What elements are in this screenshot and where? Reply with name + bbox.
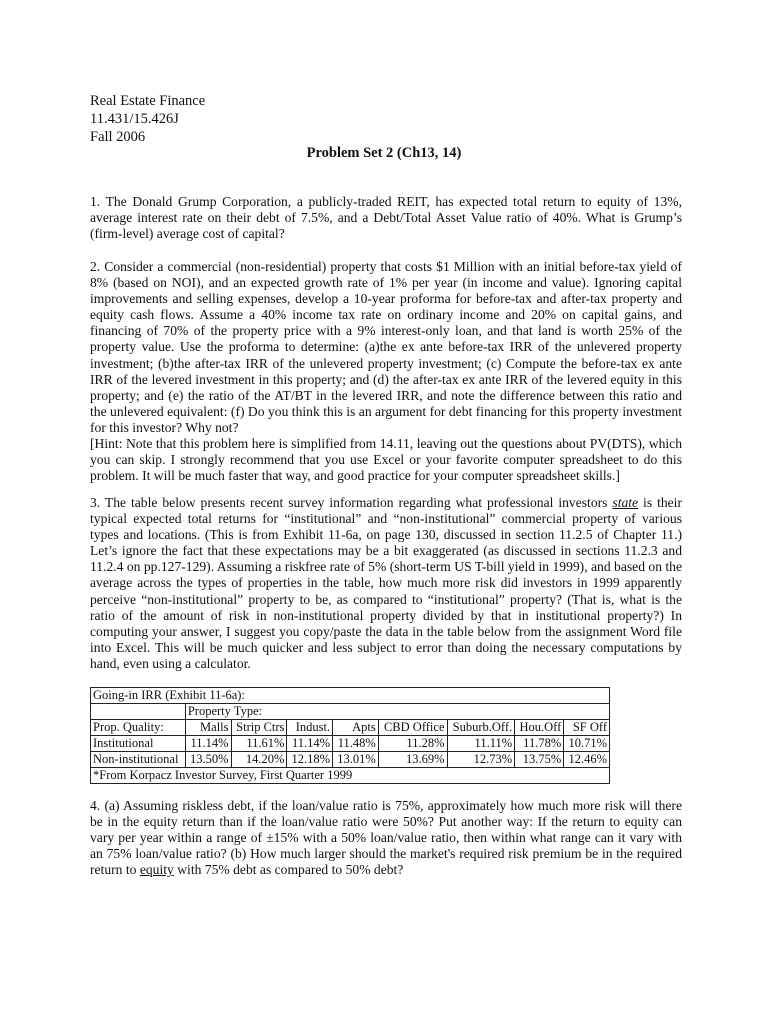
table-cell: 12.46% — [564, 752, 610, 768]
table-row — [91, 736, 610, 752]
problem-set-title: Problem Set 2 (Ch13, 14) — [306, 145, 462, 161]
table-footnote: *From Korpacz Investor Survey, First Quarter 1999 — [91, 768, 610, 784]
table-cell: 11.14% — [185, 736, 231, 752]
question-3-text-post: is their typical expected total returns for “institutional” and “non-institutional” commercial property of various types and locations. (This is from Exhibit 11-6a, on page 130, discussed in section 11.2.5 of Chapter 11.) Let’s ignore the fact that these expectations may be a bit exaggerated (as discussed in sections 11.2.3 and 11.2.4 on pp.127-129). Assuming a riskfree rate of 5% (short-term US T-bill yield in 1999), and based on the average across the types of properties in the table, how much more risk did investors in 1999 apparently perceive “non-institutional” property to be, as compared to “institutional” property? (That is, what is the ratio of the amount of risk in non-institutional property divided by that in institutional property?) In computing your answer, I suggest you copy/paste the data in the table below from the assignment Word file into Excel. This will be much quicker and less subject to error than doing the necessary computations by hand, even using a calculator. — [90, 495, 682, 671]
table-cell: 13.50% — [185, 752, 231, 768]
table-corner: Prop. Quality: — [91, 720, 186, 736]
column-header: Strip Ctrs — [231, 720, 287, 736]
table-cell: 11.11% — [447, 736, 515, 752]
table-subheader-row — [91, 704, 610, 720]
table-cell: 11.28% — [378, 736, 447, 752]
table-cell: 10.71% — [564, 736, 610, 752]
table-header-row — [91, 720, 610, 736]
question-4-emphasis: equity — [139, 862, 174, 878]
column-header: Malls — [185, 720, 231, 736]
question-4-text — [90, 798, 682, 878]
column-header: Hou.Off — [515, 720, 564, 736]
column-header: Apts — [333, 720, 379, 736]
table-subheader: Property Type: — [185, 704, 609, 720]
question-3 — [90, 495, 682, 672]
row-label: Institutional — [91, 736, 186, 752]
question-4 — [90, 798, 682, 878]
question-3-text — [90, 495, 682, 672]
table-cell: 14.20% — [231, 752, 287, 768]
question-4-text-post: with 75% debt as compared to 50% debt? — [173, 862, 404, 878]
table-cell: 13.69% — [378, 752, 447, 768]
question-3-emphasis: state — [612, 495, 639, 510]
question-3-text-pre: 3. The table below presents recent survey information regarding what professional investors — [90, 495, 613, 510]
column-header: CBD Office — [378, 720, 447, 736]
table-cell: 11.61% — [231, 736, 287, 752]
table-caption-row — [91, 688, 610, 704]
column-header: Indust. — [287, 720, 333, 736]
table-footnote-row — [91, 768, 610, 784]
table-cell: 12.18% — [287, 752, 333, 768]
course-name: Real Estate Finance — [90, 93, 206, 109]
table-cell: 13.01% — [333, 752, 379, 768]
column-header: SF Off — [564, 720, 610, 736]
course-term: Fall 2006 — [90, 129, 146, 145]
table-cell: 11.48% — [333, 736, 379, 752]
column-header: Suburb.Off. — [447, 720, 515, 736]
question-1 — [90, 194, 682, 242]
course-number: 11.431/15.426J — [90, 111, 179, 127]
table-row — [91, 752, 610, 768]
table-caption: Going-in IRR (Exhibit 11-6a): — [91, 688, 610, 704]
question-2-hint: [Hint: Note that this problem here is simplified from 14.11, leaving out the questions about PV(DTS), which you can skip. I strongly recommend that you use Excel or your favorite computer spreadsheet to do this problem. It will be much faster that way, and good practice for your computer spreadsheet skills.] — [90, 436, 682, 484]
table-cell: 12.73% — [447, 752, 515, 768]
question-2-text: 2. Consider a commercial (non-residential) property that costs $1 Million with an initial before-tax yield of 8% (based on NOI), and an expected growth rate of 1% per year (in income and value). Ignoring capital improvements and selling expenses, develop a 10-year proforma for before-tax and after-tax property and equity cash flows. Assume a 40% income tax rate on ordinary income and 20% on capital gains, and financing of 70% of the property price with a 9% interest-only loan, and that land is worth 25% of the property value. Use the proforma to determine: (a)the ex ante before-tax IRR of the unlevered property investment; (b)the after-tax IRR of the unlevered property investment; (c) Compute the before-tax ex ante IRR of the levered investment in this property; and (d) the after-tax ex ante IRR of the levered equity in this property; and (e) the ratio of the AT/BT in the levered IRR, and note the difference between this ratio and the unlevered equivalent: (f) Do you think this is an argument for debt financing for this property investment for this investor? Why not? — [90, 259, 682, 435]
irr-table — [90, 687, 610, 784]
question-1-text: 1. The Donald Grump Corporation, a publicly-traded REIT, has expected total return to equity of 13%, average interest rate on their debt of 7.5%, and a Debt/Total Asset Value ratio of 40%. What is Grump’s (firm-level) average cost of capital? — [90, 194, 682, 242]
row-label: Non-institutional — [91, 752, 186, 768]
table-empty-cell — [91, 704, 186, 720]
table-cell: 13.75% — [515, 752, 564, 768]
table-cell: 11.14% — [287, 736, 333, 752]
table-cell: 11.78% — [515, 736, 564, 752]
question-4-text-pre: 4. (a) Assuming riskless debt, if the loan/value ratio is 75%, approximately how much more risk will there be in the equity return than if the loan/value ratio were 50%? Put another way: If the return to equity can vary per year within a range of ±15% with a 50% loan/value ratio, then within what range can it vary with an 75% loan/value ratio? (b) How much larger should the market's required risk premium be in the required return to — [90, 798, 682, 878]
question-2 — [90, 259, 682, 484]
